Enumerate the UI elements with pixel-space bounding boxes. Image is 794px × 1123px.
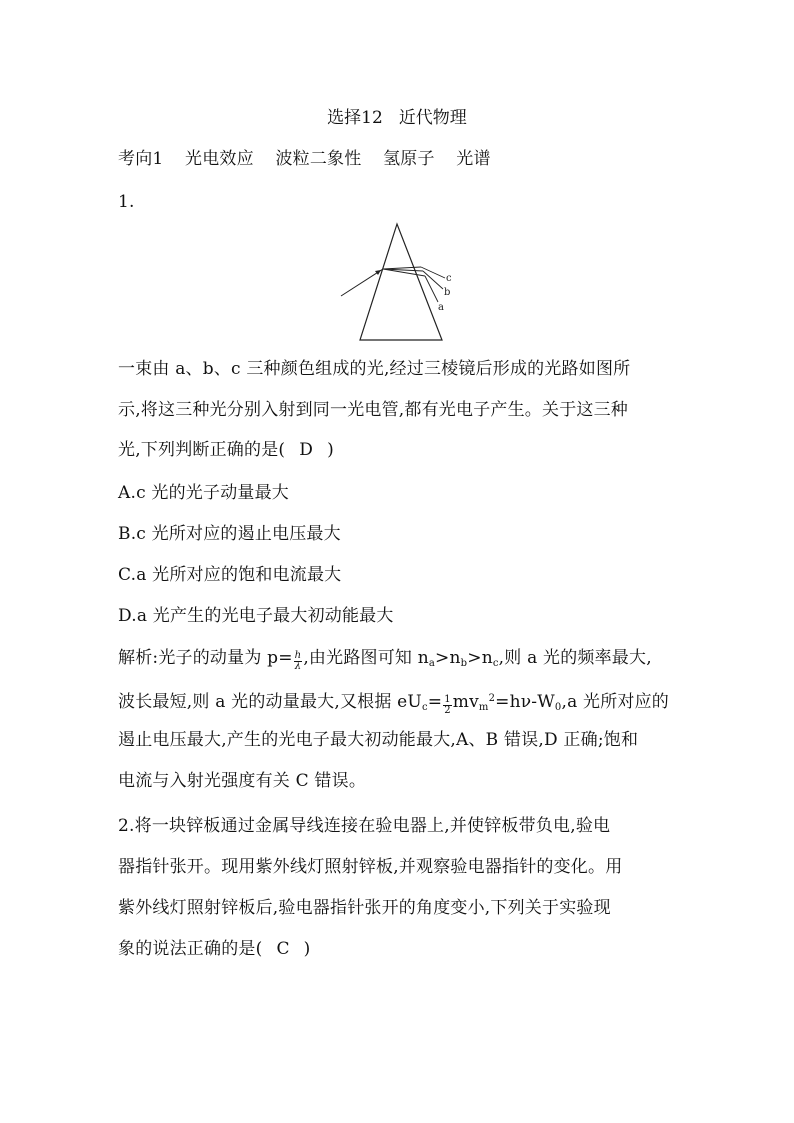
section-heading [118,147,507,171]
fraction-numerator: h [294,650,302,661]
solution-line-4: 电流与入射光强度有关 C 错误。 [118,771,367,791]
page-title [0,106,794,130]
subscript: 0 [554,702,562,713]
section-topic: 波粒二象性 [275,149,362,169]
q2-stem-line-answer [118,937,311,961]
q2-answer: C [276,939,290,959]
title-text: 近代物理 [398,108,467,128]
q2-stem-line: 器指针张开。现用紫外线灯照射锌板,并观察验电器指针的变化。用 [118,857,623,877]
subscript: m [478,702,489,713]
solution-text: >n [467,648,493,668]
solution-text: >n [435,648,461,668]
fraction-numerator: 1 [444,694,451,705]
option-b: B.c 光所对应的遏止电压最大 [118,524,341,544]
q2-stem-line: 紫外线灯照射锌板后,验电器指针张开的角度变小,下列关于实验现 [118,898,611,918]
q1-stem-text: 光,下列判断正确的是( [118,440,286,460]
fraction-denominator: λ [294,661,302,672]
incident-arrow [375,270,381,275]
option-c: C.a 光所对应的饱和电流最大 [118,565,342,585]
solution-text: =hν-W [495,692,555,712]
prism-figure [335,222,465,344]
q1-answer: D [299,440,314,460]
option-a: A.c 光的光子动量最大 [118,483,290,503]
solution-text: 解析:光子的动量为 p= [118,648,293,668]
subscript: b [460,658,468,669]
q1-stem-line: 示,将这三种光分别入射到同一光电管,都有光电子产生。关于这三种 [118,400,629,420]
fraction-h-lambda [294,651,303,672]
label-a: a [438,302,444,313]
q1-stem-line: 一束由 a、b、c 三种颜色组成的光,经过三棱镜后形成的光路如图所 [118,359,631,379]
solution-line-3: 遏止电压最大,产生的光电子最大初动能最大,A、B 错误,D 正确;饱和 [118,730,639,750]
prism-triangle [360,224,442,340]
solution-text: ,则 a 光的频率最大, [498,648,652,668]
solution-text: 波长最短,则 a 光的动量最大,又根据 eU [118,692,422,712]
solution-text: ,a 光所对应的 [561,692,670,712]
fraction-denominator: 2 [444,705,451,716]
label-b: b [444,287,451,298]
q2-stem-text: 象的说法正确的是( [118,939,263,959]
title-code: 选择12 [327,108,383,128]
superscript: 2 [488,693,496,704]
subscript: c [421,702,428,713]
section-topic: 光谱 [456,149,491,169]
subscript: a [428,658,436,669]
fraction-one-half [443,695,452,716]
section-topic: 氢原子 [383,149,435,169]
internal-ray [383,267,421,269]
question-number: 1. [118,192,135,212]
solution-text: = [427,692,443,712]
label-c: c [446,273,452,284]
subscript: c [492,658,499,669]
ray-a [425,276,438,302]
solution-line-1 [118,646,652,676]
solution-text: ,由光路图可知 n [303,648,429,668]
q2-stem-line: 2.将一块锌板通过金属导线连接在验电器上,并使锌板带负电,验电 [118,816,611,836]
close-paren: ) [327,440,334,460]
q1-stem-line-answer [118,438,334,462]
section-topic: 光电效应 [185,149,254,169]
option-d: D.a 光产生的光电子最大初动能最大 [118,606,394,626]
section-label: 考向1 [118,149,164,169]
close-paren: ) [303,939,311,959]
solution-line-2 [118,687,669,720]
ray-b [423,271,443,289]
solution-text: mv [452,692,479,712]
